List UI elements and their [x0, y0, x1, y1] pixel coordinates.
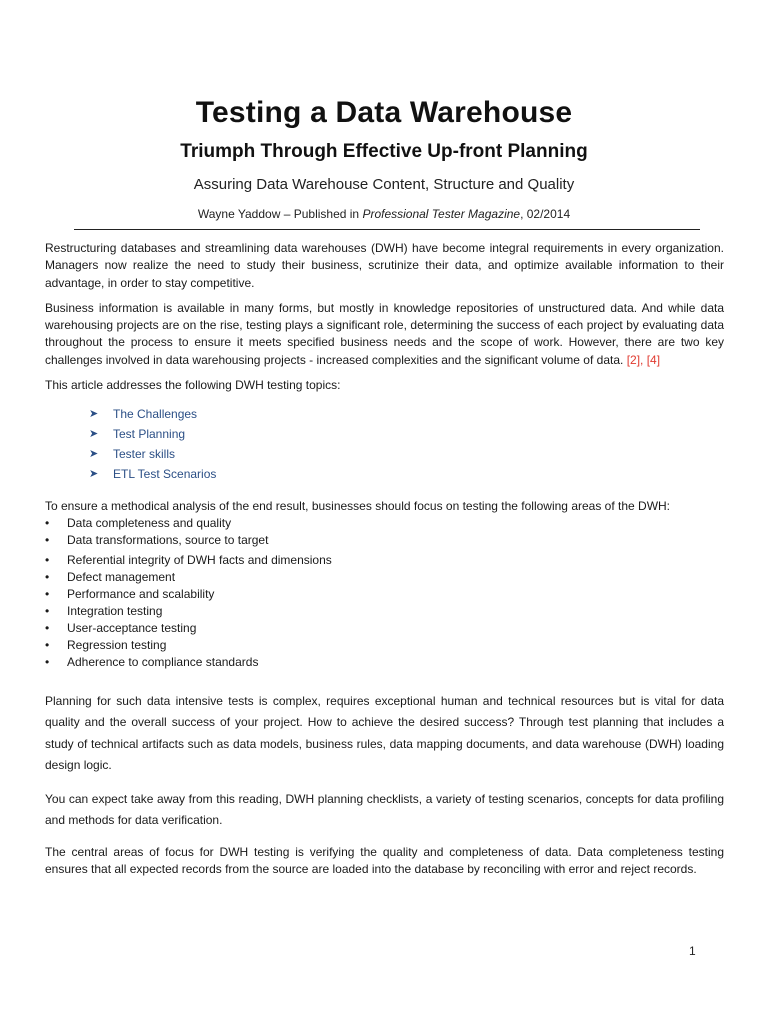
bullet-dot-icon: • — [45, 532, 50, 547]
area-item — [45, 637, 724, 654]
paragraph-intro: Restructuring databases and streamlining data warehouses (DWH) have become integral requirements in every organization. Managers now realize the need to study their business, scrutinize their data, and optimize available information to their advantage, in order to stay competitive. — [45, 241, 724, 290]
paragraph-takeaway: You can expect take away from this reading, DWH planning checklists, a variety of testing scenarios, concepts for data profiling and methods for data verification. — [45, 791, 724, 828]
bullet-dot-icon: • — [45, 515, 50, 530]
area-label: Defect management — [67, 569, 176, 584]
area-item — [45, 552, 724, 569]
bullet-dot-icon: • — [45, 637, 50, 652]
areas-list — [45, 515, 724, 671]
arrowhead-icon: ➤ — [89, 408, 99, 421]
document-title: Testing a Data Warehouse — [195, 96, 573, 129]
area-label: Referential integrity of DWH facts and dimensions — [67, 552, 332, 567]
area-label: Adherence to compliance standards — [67, 654, 259, 669]
bullet-dot-icon: • — [45, 620, 50, 635]
areas-intro: To ensure a methodical analysis of the end result, businesses should focus on testing the following areas of the DWH: — [45, 498, 671, 513]
area-label: Data transformations, source to target — [67, 532, 269, 547]
area-item — [45, 532, 724, 549]
page-number: 1 — [689, 944, 696, 958]
topic-item[interactable] — [89, 406, 724, 423]
topic-item[interactable] — [89, 446, 724, 463]
paragraph-planning: Planning for such data intensive tests is complex, requires exceptional human and technical resources but is vital for data quality and the overall success of your project. How to achieve the desired success? Through test planning that includes a study of technical artifacts such as data models, business rules, data mapping documents, and data warehouse (DWH) loading design logic. — [45, 693, 724, 773]
area-item — [45, 654, 724, 671]
paragraph-central-focus: The central areas of focus for DWH testing is verifying the quality and completeness of data. Data completeness testing ensures that all expected records from the source are loaded into the database by reconciling with error and reject records. — [45, 844, 724, 877]
area-item — [45, 603, 724, 620]
topics-list — [45, 406, 724, 483]
document-body — [45, 240, 724, 887]
topic-item[interactable] — [89, 466, 724, 483]
area-label: User-acceptance testing — [67, 620, 197, 635]
arrowhead-icon: ➤ — [89, 428, 99, 441]
area-label: Regression testing — [67, 637, 167, 652]
paragraph-business-info — [45, 300, 724, 369]
area-item — [45, 569, 724, 586]
bullet-dot-icon: • — [45, 569, 50, 584]
topic-label: Test Planning — [113, 427, 186, 442]
topics-intro: This article addresses the following DWH testing topics: — [45, 378, 341, 393]
bullet-dot-icon: • — [45, 654, 50, 669]
byline-publication: Professional Tester Magazine — [362, 207, 521, 221]
bullet-dot-icon: • — [45, 586, 50, 601]
topic-label: The Challenges — [113, 407, 198, 422]
paragraph-business-info-text: Business information is available in many forms, but mostly in knowledge repositories of unstructured data. And while data warehousing projects are on the rise, testing plays a significant role, determining the success of each project by evaluating data throughout the process to ensure it meets specified business needs and the scope of work. However, there are two key challenges involved in data warehousing projects - increased complexities and the significant volume of data. — [45, 300, 724, 367]
area-item — [45, 515, 724, 532]
area-item — [45, 586, 724, 603]
reference-link[interactable]: [2], [4] — [626, 352, 661, 367]
byline — [0, 207, 768, 221]
topic-label: Tester skills — [113, 447, 176, 462]
bullet-dot-icon: • — [45, 603, 50, 618]
bullet-dot-icon: • — [45, 552, 50, 567]
byline-author: Wayne Yaddow — [197, 207, 281, 221]
area-label: Data completeness and quality — [67, 515, 232, 530]
area-label: Integration testing — [67, 603, 163, 618]
byline-date: , 02/2014 — [520, 207, 571, 221]
topic-item[interactable] — [89, 426, 724, 443]
arrowhead-icon: ➤ — [89, 448, 99, 461]
header-divider — [74, 229, 700, 230]
document-tagline: Assuring Data Warehouse Content, Structure and Quality — [193, 176, 575, 193]
topic-label: ETL Test Scenarios — [113, 467, 217, 482]
area-label: Performance and scalability — [67, 586, 215, 601]
arrowhead-icon: ➤ — [89, 468, 99, 481]
area-item — [45, 620, 724, 637]
byline-published-prefix: – Published in — [280, 207, 363, 221]
document-subtitle: Triumph Through Effective Up-front Planning — [180, 141, 588, 162]
